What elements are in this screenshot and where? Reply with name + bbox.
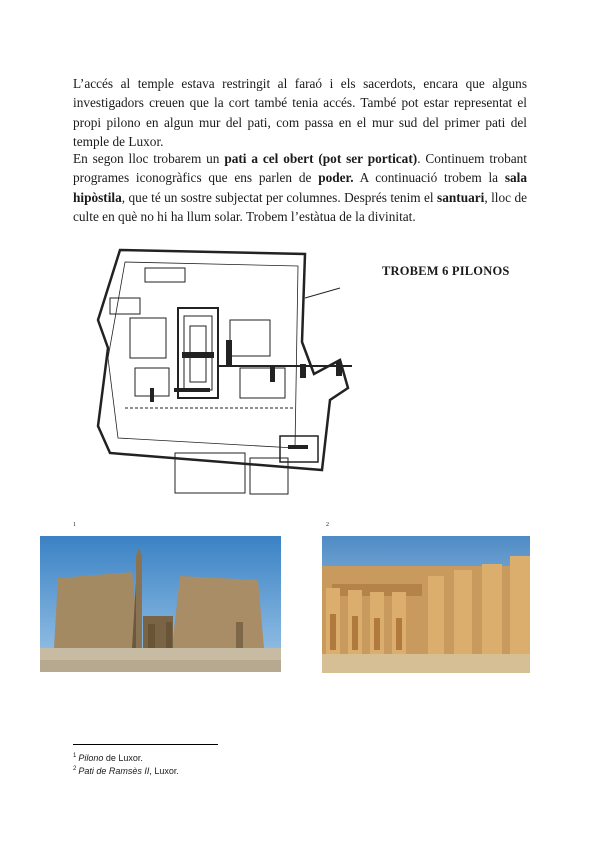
bold-term-power: poder.	[318, 170, 354, 186]
footnote-text: , Luxor.	[149, 766, 179, 776]
plan-heading: TROBEM 6 PILONOS	[382, 264, 510, 278]
footnote-text: de Luxor.	[103, 753, 143, 763]
footnote-italic: Pati de Ramsès II	[78, 766, 150, 776]
footnote-italic: Pilono	[78, 753, 104, 763]
bold-term-hypostyle-hall: sala hipòstila	[73, 170, 528, 205]
figure-number: 2	[326, 522, 329, 528]
paragraph-2-text: , que té un sostre subjectat per columnes. Després tenim el	[121, 189, 438, 205]
footnote-2	[73, 764, 179, 777]
paragraph-2-text: A continuació trobem la	[353, 170, 505, 186]
paragraph-2-text: . Continuem trobant programes iconogràfics que ens parlen de	[73, 151, 527, 186]
ramesses-court-photo	[322, 536, 530, 673]
bold-term-open-court: pati a cel obert (pot ser porticat)	[224, 151, 418, 166]
footnote-number: 2	[73, 766, 77, 772]
paragraph-1: L’accés al temple estava restringit al faraó i els sacerdots, encara que alguns investigadors creuen que la cort també tenia accés. També pot estar representat el propi pilono en algun mur del pati, com passa en el mur sud del primer pati del temple de Luxor.	[73, 76, 527, 150]
figure-number: 1	[73, 522, 76, 528]
footnote-number: 1	[73, 753, 77, 759]
bold-term-sanctuary: santuari	[437, 189, 485, 205]
paragraph-2	[73, 149, 527, 227]
luxor-pylon-photo	[40, 536, 281, 672]
footnote-rule	[73, 744, 218, 745]
temple-floor-plan	[90, 248, 367, 510]
paragraph-2-text: , lloc de culte en què no hi ha llum solar. Trobem l’estàtua de la divinitat.	[73, 189, 527, 225]
footnote-1	[73, 751, 143, 764]
paragraph-2-text: En segon lloc trobarem un	[73, 151, 225, 166]
